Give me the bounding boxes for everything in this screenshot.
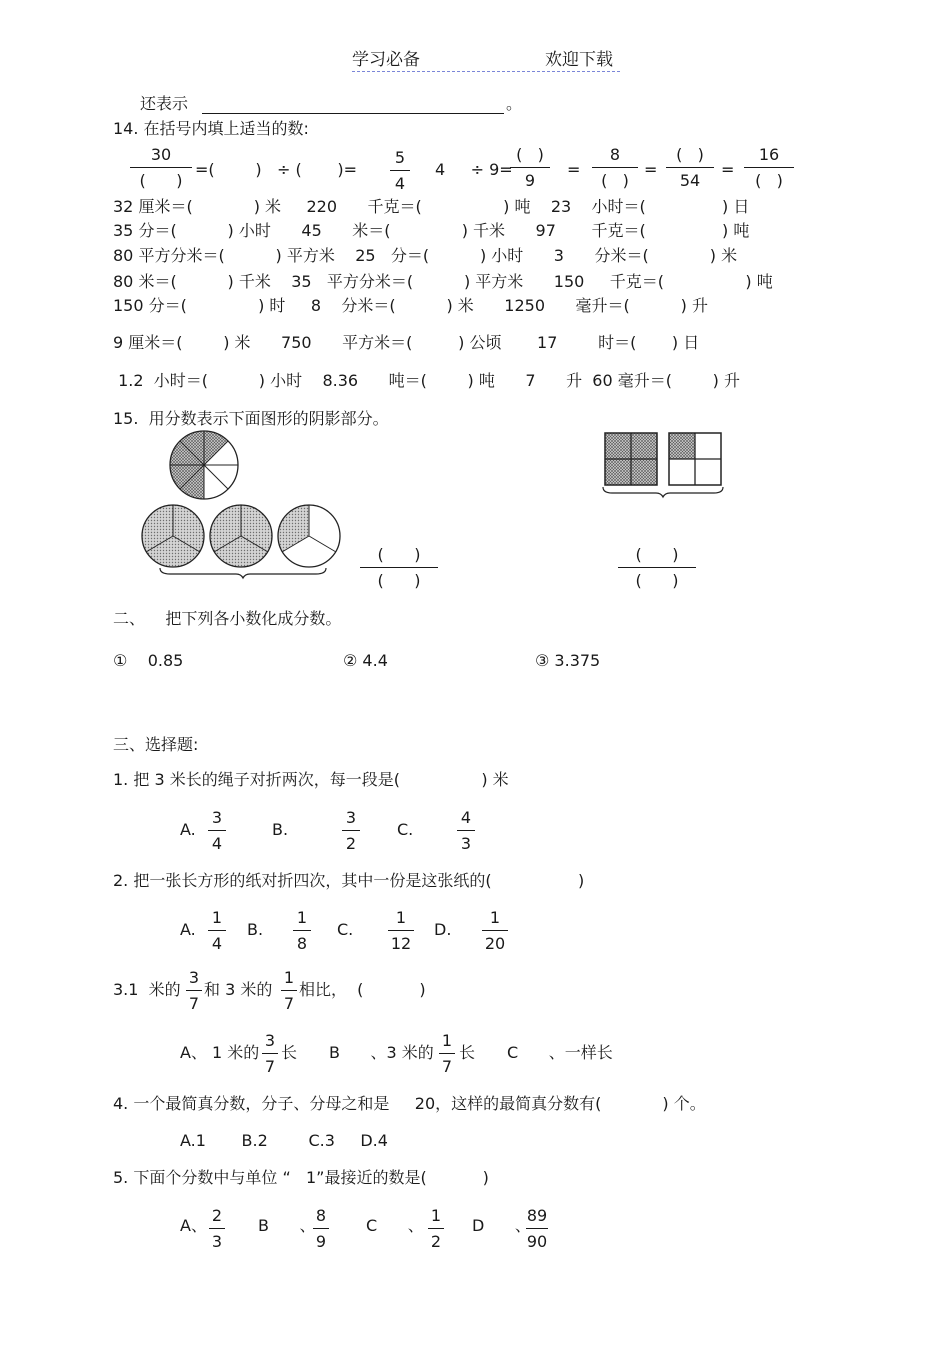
line-top-end: 。: [506, 94, 523, 113]
fraction-denominator: 4: [211, 834, 223, 853]
brace-left: [160, 568, 326, 578]
fraction-denominator: 7: [188, 994, 200, 1013]
q5-option-b-label: B 、: [258, 1216, 316, 1235]
q5-option-c-label: C 、: [366, 1216, 424, 1235]
q3-fraction-2: [281, 968, 297, 1014]
q5-option-a-fraction: [209, 1206, 225, 1252]
header-underline: [352, 71, 620, 72]
q14-row-2: 35 分＝( ) 小时 45 米＝( ) 千米 97 千克＝( ) 吨: [113, 221, 750, 240]
q14-fraction-3: [510, 145, 550, 191]
circle-thirds-figure-2: [210, 505, 272, 567]
q3-part-3: 相比， ( ): [299, 980, 426, 999]
fraction-denominator: 20: [484, 934, 506, 953]
fraction-bar: [208, 930, 226, 931]
q14-div1: ÷ ( )=: [277, 160, 357, 179]
q1-option-a-fraction: [208, 808, 226, 854]
fraction-numerator: 30: [150, 145, 172, 164]
q2-text: 2. 把一张长方形的纸对折四次，其中一份是这张纸的( ): [113, 871, 585, 890]
q14-fraction-2: [390, 148, 410, 194]
q3-option-b-end: 长: [459, 1043, 476, 1062]
circle-eighths-figure: [170, 431, 238, 499]
q14-eq-c: =: [721, 160, 735, 179]
fraction-denominator: ( ): [601, 171, 629, 190]
fraction-bar: [293, 930, 311, 931]
q2-option-d-fraction: [482, 908, 508, 954]
q1-option-b-fraction: [342, 808, 360, 854]
header-right: 欢迎下载: [545, 50, 613, 70]
fraction-denominator: ( ): [755, 171, 783, 190]
fraction-denominator: ( ): [635, 571, 679, 590]
fraction-denominator: 9: [524, 171, 536, 190]
fraction-numerator: 1: [283, 968, 295, 987]
section2-item-3: ③ 3.375: [535, 651, 601, 670]
fraction-numerator: 3: [188, 968, 200, 987]
fraction-bar: [592, 167, 638, 168]
q14-row-5: 150 分＝( ) 时 8 分米＝( ) 米 1250 毫升＝( ) 升: [113, 296, 708, 315]
q3-part-1: 3.1 米的: [113, 980, 181, 999]
fraction-numerator: 8: [609, 145, 621, 164]
q2-option-a-label: A.: [180, 920, 196, 939]
fraction-denominator: 7: [441, 1057, 453, 1076]
q14-row-3: 80 平方分米＝( ) 平方米 25 分＝( ) 小时 3 分米＝( ) 米: [113, 246, 738, 265]
square-grid-figure-1: [605, 433, 657, 485]
fraction-denominator: 4: [211, 934, 223, 953]
fraction-bar: [482, 930, 508, 931]
q14-fraction-6: [744, 145, 794, 191]
q5-option-b-fraction: [313, 1206, 329, 1252]
fraction-bar: [208, 830, 226, 831]
fraction-bar: [428, 1228, 444, 1229]
fraction-denominator: 8: [296, 934, 308, 953]
fraction-bar: [526, 1228, 548, 1229]
fraction-bar: [439, 1053, 455, 1054]
fraction-numerator: ( ): [377, 545, 421, 564]
q3-option-a-end: 长: [281, 1043, 298, 1062]
q5-option-d-label: D 、: [472, 1216, 531, 1235]
fraction-denominator: 4: [394, 174, 406, 193]
q14-fraction-4: [592, 145, 638, 191]
circle-thirds-figure-1: [142, 505, 204, 567]
fraction-denominator: 3: [460, 834, 472, 853]
fraction-bar: [209, 1228, 225, 1229]
q14-row-6: 9 厘米＝( ) 米 750 平方米＝( ) 公顷 17 时＝( ) 日: [113, 333, 700, 352]
q14-row-4: 80 米＝( ) 千米 35 平方分米＝( ) 平方米 150 千克＝( ) 吨: [113, 272, 773, 291]
fraction-bar: [281, 990, 297, 991]
fraction-denominator: 2: [345, 834, 357, 853]
fraction-bar: [618, 567, 696, 568]
q15-answer-fraction-1[interactable]: [360, 545, 438, 591]
q1-option-a-label: A.: [180, 820, 196, 839]
fraction-denominator: 12: [390, 934, 412, 953]
q4-text: 4. 一个最简真分数，分子、分母之和是 20，这样的最简真分数有( ) 个。: [113, 1094, 706, 1113]
fraction-bar: [510, 167, 550, 168]
fraction-numerator: 5: [394, 148, 406, 167]
q14-row-1: 32 厘米＝( ) 米 220 千克＝( ) 吨 23 小时＝( ) 日: [113, 197, 750, 216]
fraction-denominator: 90: [526, 1232, 548, 1251]
q3-option-a-label: A、 1 米的: [180, 1043, 260, 1062]
q2-option-c-fraction: [388, 908, 414, 954]
fraction-denominator: ( ): [139, 171, 183, 190]
q4-options: A.1 B.2 C.3 D.4: [180, 1131, 388, 1150]
header-left: 学习必备: [352, 50, 420, 70]
fraction-bar: [388, 930, 414, 931]
fraction-bar: [130, 167, 192, 168]
fraction-numerator: 16: [758, 145, 780, 164]
section2-item-2: ② 4.4: [343, 651, 388, 670]
fraction-bar: [457, 830, 475, 831]
q3-fraction-1: [186, 968, 202, 1014]
fraction-denominator: 2: [430, 1232, 442, 1251]
circle-thirds-figure-3: [278, 505, 340, 567]
fraction-numerator: 2: [211, 1206, 223, 1225]
q3-option-b-label: B 、3 米的: [329, 1043, 434, 1062]
section3-title: 三、选择题:: [113, 735, 199, 754]
fraction-denominator: 9: [315, 1232, 327, 1251]
fraction-numerator: ( ): [635, 545, 679, 564]
fraction-numerator: 8: [315, 1206, 327, 1225]
fraction-numerator: ( ): [676, 145, 704, 164]
q3-option-b-fraction: [439, 1031, 455, 1077]
fraction-numerator: 1: [395, 908, 407, 927]
fraction-numerator: 1: [441, 1031, 453, 1050]
q3-option-c: C 、一样长: [507, 1043, 613, 1062]
section2-item-1: ① 0.85: [113, 651, 184, 670]
fraction-numerator: 4: [460, 808, 472, 827]
fraction-numerator: 1: [430, 1206, 442, 1225]
fraction-numerator: ( ): [516, 145, 544, 164]
answer-blank-line: [202, 113, 504, 114]
q15-figures: [0, 420, 950, 620]
brace-right: [603, 487, 723, 497]
fraction-bar: [313, 1228, 329, 1229]
fraction-bar: [360, 567, 438, 568]
fraction-denominator: 3: [211, 1232, 223, 1251]
q2-option-b-label: B.: [247, 920, 264, 939]
fraction-denominator: 7: [283, 994, 295, 1013]
q3-part-2: 和 3 米的: [204, 980, 273, 999]
q1-option-c-fraction: [457, 808, 475, 854]
fraction-numerator: 3: [264, 1031, 276, 1050]
q1-option-c-label: C.: [397, 820, 414, 839]
fraction-denominator: 7: [264, 1057, 276, 1076]
fraction-bar: [342, 830, 360, 831]
fraction-bar: [744, 167, 794, 168]
q2-option-b-fraction: [293, 908, 311, 954]
q15-title: 15. 用分数表示下面图形的阴影部分。: [113, 409, 389, 428]
q14-title: 14. 在括号内填上适当的数:: [113, 119, 309, 138]
section2-title: 二、 把下列各小数化成分数。: [113, 609, 342, 628]
q2-option-a-fraction: [208, 908, 226, 954]
q2-option-c-label: C.: [337, 920, 354, 939]
fraction-numerator: 1: [211, 908, 223, 927]
fraction-numerator: 3: [211, 808, 223, 827]
q14-eq1: =( ): [195, 160, 262, 179]
fraction-bar: [186, 990, 202, 991]
fraction-bar: [390, 170, 410, 171]
q5-text: 5. 下面个分数中与单位 “ 1”最接近的数是( ): [113, 1168, 489, 1187]
fraction-bar: [262, 1053, 278, 1054]
fraction-numerator: 3: [345, 808, 357, 827]
q2-option-d-label: D.: [434, 920, 452, 939]
q14-four-div9: 4 ÷ 9=: [435, 160, 513, 179]
q5-option-a-label: A、: [180, 1216, 207, 1235]
line-top-text: 还表示: [140, 94, 189, 113]
q14-fraction-5: [666, 145, 714, 191]
fraction-numerator: 89: [526, 1206, 548, 1225]
q14-eq-a: =: [567, 160, 581, 179]
fraction-bar: [666, 167, 714, 168]
q5-option-c-fraction: [428, 1206, 444, 1252]
fraction-numerator: 1: [296, 908, 308, 927]
q5-option-d-fraction: [526, 1206, 548, 1252]
fraction-denominator: 54: [679, 171, 701, 190]
q1-option-b-label: B.: [272, 820, 289, 839]
fraction-denominator: ( ): [377, 571, 421, 590]
q1-text: 1. 把 3 米长的绳子对折两次，每一段是( ) 米: [113, 770, 509, 789]
q15-answer-fraction-2[interactable]: [618, 545, 696, 591]
q14-fraction-1: [130, 145, 192, 191]
q3-option-a-fraction: [262, 1031, 278, 1077]
fraction-numerator: 1: [489, 908, 501, 927]
q14-eq-b: =: [644, 160, 658, 179]
square-grid-figure-2: [669, 433, 721, 485]
q14-row-7: 1.2 小时＝( ) 小时 8.36 吨＝( ) 吨 7 升 60 毫升＝( ) 升: [113, 371, 740, 390]
